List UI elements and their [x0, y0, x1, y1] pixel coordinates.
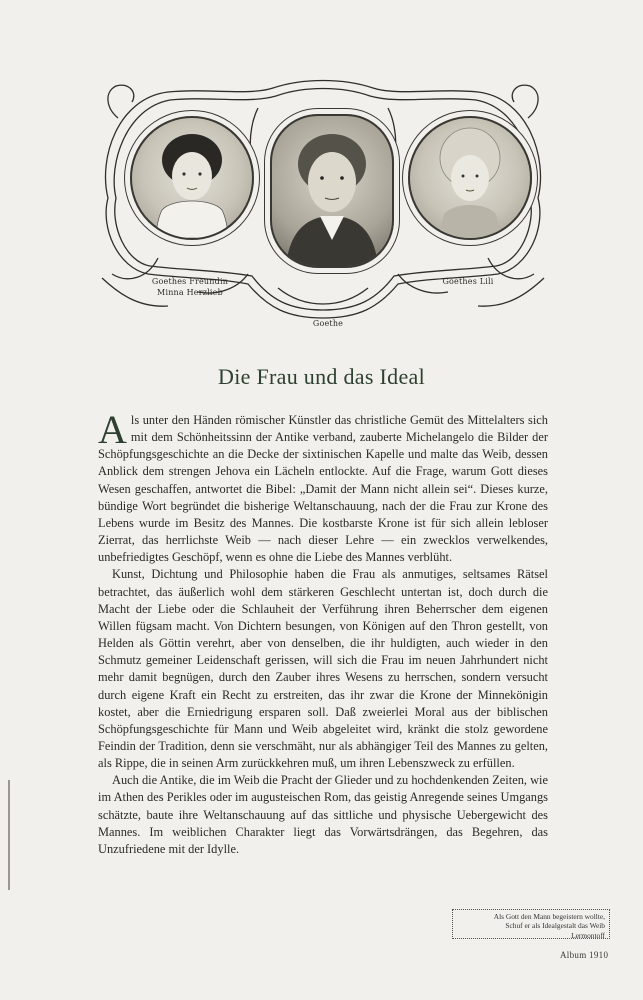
caption-left-line2: Minna Herzlieb: [157, 288, 223, 297]
article-title: Die Frau und das Ideal: [218, 364, 425, 389]
margin-mark: [8, 780, 10, 890]
page-footer: Album 1910: [560, 950, 609, 960]
paragraph-2: Kunst, Dichtung und Philosophie haben die Frau als anmutiges, seltsames Rätsel betrachtet, das äußerlich wohl dem stärkeren Geschlecht untertan ist, doch durch die Macht der Liebe oder die Schlauheit der Verführung ihren Beherrscher dem eigenen Willen fügsam macht. Von Dichtern besungen, von Königen auf den Thron gestellt, von Helden als Göttin verehrt, aber von denselben, die ihr huldigten, auch wieder in den Schmutz gemeiner Leidenschaft gerissen, will sich die Frau im neuen Jahrhundert nicht mehr damit begnügen, durch den Zauber ihres Wesens zu herrschen, sondern versucht durch eigene Kraft ein Recht zu erstreiten, das ihr zwar die Krone der Minnekönigin kostet, aber die Erniedrigung ersparen soll. Daß zweierlei Moral aus der biblischen Schöpfungsgeschichte für Mann und Weib abgeleitet wird, kränkt die stolz gewordene Feindin der Tradition, denn sie verschmäht, nur als abhängiger Teil des Mannes zu gelten, als Rippe, die in seinen Arm zurückkehren muß, um ihren Lebenszweck zu erfüllen.: [98, 567, 548, 771]
portrait-lili: [408, 116, 532, 240]
paragraph-1-text: ls unter den Händen römischer Künstler das christliche Gemüt des Mittelalters sich mit dem Schönheitssinn der Antike verband, zauberte Michelangelo die Bilder der Schöpfungsgeschichte an die Decke der sixtinischen Kapelle und malte das Weib, dessen Anblick dem strengen Jehova ein Lächeln entlockte. Auf die Frage, warum Gott dieses Wesen geschaffen, antwortet die Bibel: „Damit der Mann nicht allein sei“. Dieses kurze, bündige Wort begründet die bisherige Weltanschauung, nach der die Frau zur Krone des Lebens wurde im Besitz des Mannes. Die kostbarste Krone ist für sich allein lebloser Zierrat, das herrlichste Weib — nach dieser Lehre — ein zwecklos verwelkendes, unbefriedigtes Geschöpf, wenn es ohne die Liebe des Mannes verblüht.: [98, 413, 548, 565]
caption-center: Goethe: [312, 319, 344, 328]
paragraph-3: Auch die Antike, die im Weib die Pracht der Glieder und zu hochdenkenden Zeiten, wie im Athen des Perikles oder im augusteischen Rom, das geistig Anregende seines Umgangs schätzte, baute ihre Weltanschauung auf das sittliche und physische Uebergewicht des Mannes. Im weiblichen Charakter liegt das Vorwärtsdrängen, das Begehren, das Unzufriedene mit der Idylle.: [98, 773, 548, 856]
woman-portrait-icon: [132, 118, 252, 238]
caption-left-line1: Goethes Freundin: [151, 277, 229, 286]
epigraph-author: Lermontoff: [571, 930, 605, 940]
man-portrait-icon: [272, 116, 392, 266]
paragraph-1: [98, 407, 548, 566]
portrait-minna-herzlieb: [130, 116, 254, 240]
epigraph-box: [452, 909, 610, 939]
caption-left: [150, 276, 230, 298]
epigraph-line1: Als Gott den Mann begeistern wollte,: [493, 912, 605, 921]
article-body: [98, 407, 548, 858]
portrait-goethe: [270, 114, 394, 268]
portrait-frame: [98, 78, 548, 326]
dropcap: A: [98, 407, 127, 452]
epigraph-line2: Schuf er als Idealgestalt das Weib: [505, 921, 605, 931]
caption-right: Goethes Lili: [442, 277, 494, 286]
woman-portrait-icon: [410, 118, 530, 238]
